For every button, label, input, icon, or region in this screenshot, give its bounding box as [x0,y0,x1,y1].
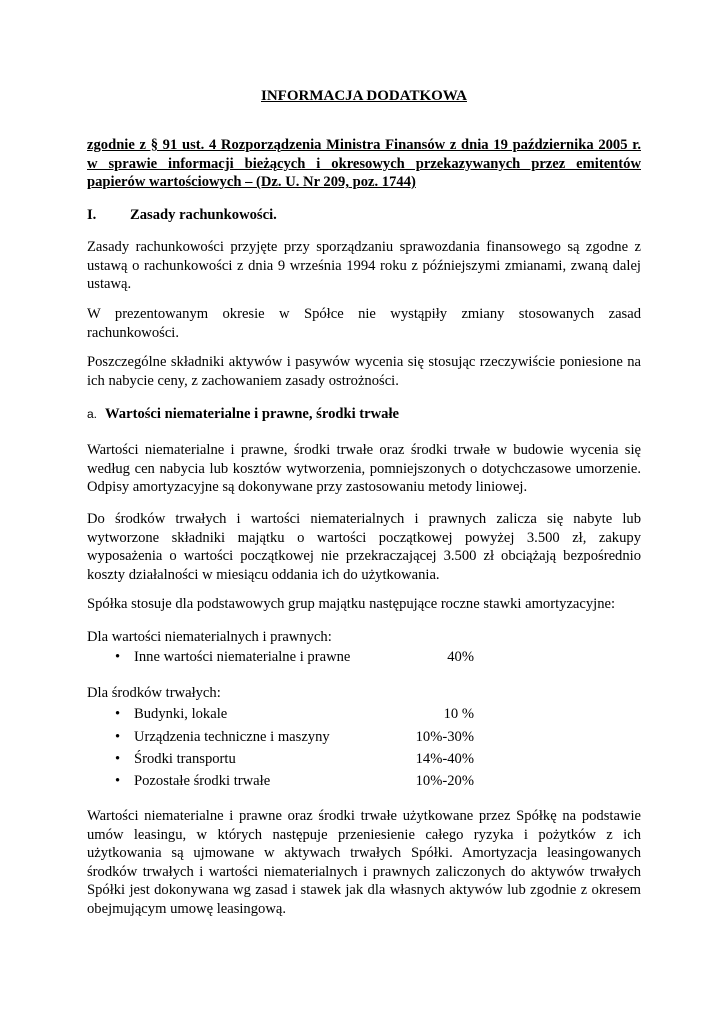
list-item [87,772,641,792]
list-item-rate: 10%-30% [415,729,474,745]
paragraph-line: koszty działalności w miesiącu oddania ich do użytkowania. [87,566,440,583]
list-item-label: Środki transportu [134,751,236,767]
paragraph-line: wyposażenia o wartości początkowej nie przekraczającej 3.500 zł obciążają bezpośrednio [87,548,641,564]
list-item-rate: 40% [447,649,474,665]
list-item-rate: 10 % [443,706,474,722]
paragraph-line: ustawą o rachunkowości z dnia 9 września 1994 roku z późniejszymi zmianami, zwaną dalej [87,257,641,274]
subsection-title: Wartości niematerialne i prawne, środki trwałe [105,406,400,422]
legal-basis-subtitle [87,136,641,192]
list-item [87,750,641,770]
paragraph-no-changes [87,305,641,342]
bullet-icon: • [115,649,121,665]
paragraph-line: Spółki jest dokonywana wg zasad i stawek jak dla własnych aktywów lub zgodnie z okresem [87,882,641,898]
fixed-assets-list-heading: Dla środków trwałych: [87,685,221,701]
bullet-icon: • [115,729,121,745]
paragraph-line: Odpisy amortyzacyjne są dokonywane przy zastosowaniu metody liniowej. [87,479,528,495]
paragraph-line: Poszczególne składniki aktywów i pasywów wycenia się stosując rzeczywiście poniesione na [87,354,641,370]
bullet-icon: • [115,773,121,789]
paragraph-line: użytkowania są ujmowane w aktywach trwałych Spółki. Amortyzacja leasingowanych [87,845,641,861]
paragraph-line: Do środków trwałych i wartości niematerialnych i prawnych zalicza się nabyte lub [87,511,641,527]
subsection-letter: a. [87,407,98,421]
bullet-icon: • [115,751,121,767]
bullet-icon: • [115,706,121,722]
paragraph-line: ustawą. [87,276,132,292]
paragraph-capitalization-threshold [87,510,641,584]
list-item [87,728,641,748]
paragraph-line: obejmującym umowę leasingową. [87,900,286,917]
list-item-label: Pozostałe środki trwałe [134,773,271,789]
list-item-label: Budynki, lokale [134,706,228,722]
list-item-rate: 10%-20% [415,773,474,789]
document-title: INFORMACJA DODATKOWA [261,88,467,104]
paragraph-line: W prezentowanym okresie w Spółce nie wystąpiły zmiany stosowanych zasad [87,306,641,322]
paragraph-accounting-principles [87,238,641,294]
paragraph-leasing [87,807,641,918]
section-title: Zasady rachunkowości. [130,207,277,223]
paragraph-line: wytworzone składniki majątku o wartości początkowej powyżej 3.500 zł, zakupy [87,529,641,546]
paragraph-line: Spółka stosuje dla podstawowych grup majątku następujące roczne stawki amortyzacyjne: [87,596,616,612]
intangibles-list-heading: Dla wartości niematerialnych i prawnych: [87,629,332,645]
subtitle-line: w sprawie informacji bieżących i okresowych przekazywanych przez emitentów [87,155,641,172]
paragraph-valuation [87,353,641,390]
paragraph-line: Zasady rachunkowości przyjęte przy sporządzaniu sprawozdania finansowego są zgodne z [87,239,641,255]
list-item-rate: 14%-40% [415,751,474,767]
paragraph-line: umów leasingu, w których następuje przeniesienie całego ryzyka i pożytków z ich [87,826,641,843]
paragraph-line: ich nabycie ceny, z zachowaniem zasady ostrożności. [87,372,399,389]
list-item-label: Inne wartości niematerialne i prawne [134,649,351,665]
paragraph-line: według cen nabycia lub kosztów wytworzenia, pomniejszonych o dotychczasowe umorzenie. [87,460,641,477]
paragraph-line: rachunkowości. [87,324,179,341]
paragraph-asset-valuation [87,441,641,497]
section-heading-accounting-principles [87,206,277,225]
list-item-label: Urządzenia techniczne i maszyny [134,729,330,745]
section-number: I. [87,207,97,223]
paragraph-line: Wartości niematerialne i prawne oraz środki trwałe użytkowane przez Spółkę na podstawie [87,808,641,824]
paragraph-depreciation-rates-intro [87,595,641,614]
list-item [87,705,641,725]
subtitle-line: papierów wartościowych – (Dz. U. Nr 209, poz. 1744) [87,174,416,190]
paragraph-line: środków trwałych i wartości niematerialnych i prawnych zaliczonych do aktywów trwałych [87,863,641,880]
paragraph-line: Wartości niematerialne i prawne, środki trwałe oraz środki trwałe w budowie wycenia się [87,442,641,458]
list-item [87,648,641,668]
subtitle-line: zgodnie z § 91 ust. 4 Rozporządzenia Ministra Finansów z dnia 19 października 2005 r. [87,137,641,153]
subsection-heading-intangibles-fixed-assets [87,405,399,424]
